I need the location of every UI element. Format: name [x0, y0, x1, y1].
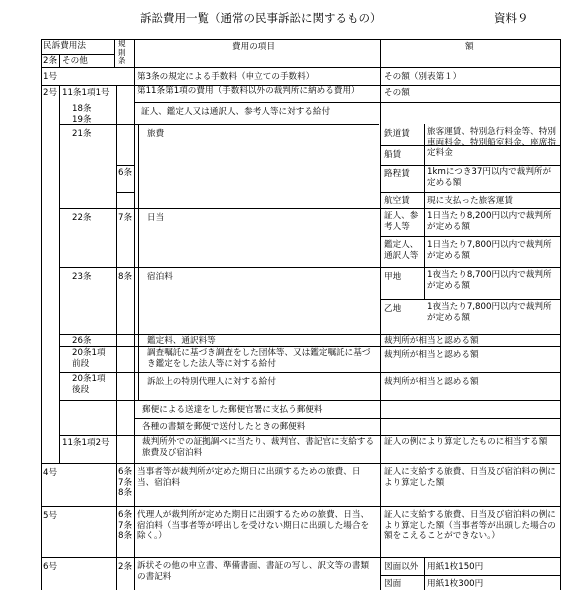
rule — [116, 192, 134, 193]
road-fare-amount: 1kmにつき37円以内で裁判所が定める額 — [427, 167, 552, 188]
article-20-first: 20条1項 前段 — [72, 348, 106, 369]
non-drawing-label: 図面以外 — [384, 562, 419, 572]
mail-documents-item: 各種の書類を郵便で送付したときの郵便料 — [142, 422, 306, 432]
rule — [41, 463, 561, 464]
table-border-right — [560, 39, 561, 590]
rule — [424, 557, 425, 590]
item-5-rules: 6条 7条 8条 — [118, 510, 133, 541]
mail-service-item: 郵便による送達をした郵便官署に支払う郵便料 — [142, 405, 323, 415]
rule — [59, 124, 134, 125]
lodging-item: 宿泊料 — [147, 272, 173, 282]
item-1-number: 1号 — [43, 72, 58, 82]
zone-b-amount: 1夜当たり7,800円以内で裁判所が定める額 — [427, 302, 552, 323]
item-2-amount: その額 — [384, 88, 410, 98]
rule — [41, 54, 114, 55]
rule — [380, 299, 561, 300]
rail-fare-amount: 旅客運賃、特別急行料金等、特別車両料金、特別船室料金、座席指定料金 — [427, 127, 556, 158]
column-header-law: 民訴費用法 — [43, 41, 86, 51]
page-title: 訴訟費用一覧（通常の民事訴訟に関するもの） — [140, 11, 382, 25]
travel-expense-item: 旅費 — [147, 129, 165, 139]
zone-b-label: 乙地 — [384, 304, 402, 314]
rule — [380, 236, 561, 237]
rule — [41, 67, 561, 68]
rule-8: 8条 — [118, 272, 133, 282]
drawing-label: 図面 — [384, 579, 402, 589]
item-1-description: 第3条の規定による手数料（申立ての手数料） — [137, 72, 315, 82]
rule — [41, 557, 561, 558]
road-fare-label: 路程賃 — [384, 169, 410, 179]
item-5-amount: 証人に支給する旅費、日当及び宿泊料の例により算定した額（当事者等が出頭した場合の額をこえることができない。） — [384, 510, 556, 541]
rule — [380, 192, 561, 193]
expert-category-label: 鑑定人、通訳人等 — [384, 240, 419, 261]
ship-fare-label: 船賃 — [384, 150, 402, 160]
article-22: 22条 — [72, 213, 92, 223]
rail-fare-label: 鉄道賃 — [384, 129, 410, 139]
column-header-item: 費用の項目 — [232, 42, 275, 52]
article-2-label: 2条 — [43, 56, 58, 66]
table-border-left — [41, 39, 42, 590]
item-2-description: 第11条第1項の費用（手数料以外の裁判所に納める費用） — [137, 86, 360, 96]
judge-travel-item: 裁判所外での証拠調べに当たり、裁判官、書記官に支給する旅費及び宿泊料 — [142, 437, 375, 458]
air-fare-amount: 現に支払った旅客運賃 — [427, 196, 513, 206]
item-6-description: 訴状その他の申立書、準備書面、書証の写し、訳文等の書類の書記料 — [137, 561, 370, 582]
judge-travel-amount: 証人の例により算定したものに相当する額 — [384, 437, 548, 447]
article-21: 21条 — [72, 129, 92, 139]
rule — [41, 506, 561, 507]
rule — [138, 124, 139, 400]
non-drawing-amount: 用紙1枚150円 — [427, 562, 484, 572]
zone-a-amount: 1夜当たり8,700円以内で裁判所が定める額 — [427, 270, 552, 291]
document-label: 資料９ — [494, 11, 529, 25]
rule — [134, 102, 561, 103]
special-agent-item: 訴訟上の特別代理人に対する給付 — [147, 377, 276, 387]
article-18-19: 18条 19条 — [72, 104, 92, 125]
special-agent-amount: 裁判所が相当と認める額 — [384, 377, 479, 387]
item-6-number: 6号 — [43, 562, 58, 572]
article-20-second: 20条1項 後段 — [72, 374, 106, 395]
commission-payment-amount: 裁判所が相当と認める額 — [384, 350, 479, 360]
drawing-amount: 用紙1枚300円 — [427, 579, 484, 589]
item-4-number: 4号 — [43, 468, 58, 478]
article-26: 26条 — [72, 336, 92, 346]
item-4-rules: 6条 7条 8条 — [118, 467, 133, 498]
rule — [134, 418, 561, 419]
item-6-rule: 2条 — [118, 562, 133, 572]
article-11-2: 11条1項2号 — [62, 438, 110, 448]
rule-6: 6条 — [118, 168, 133, 178]
rule — [116, 85, 117, 590]
witness-category-label: 証人、参考人等 — [384, 211, 419, 232]
zone-a-label: 甲地 — [384, 272, 402, 282]
rule — [134, 39, 135, 590]
commission-payment-item: 調査嘱託に基づき調査をした団体等、又は鑑定嘱託に基づき鑑定をした法人等に対する給付 — [147, 348, 371, 369]
rule — [380, 575, 561, 576]
item-4-description: 当事者等が裁判所が定めた期日に出頭するための旅費、日当、宿泊料 — [137, 467, 361, 488]
witness-payment-item: 証人、鑑定人又は通訳人、参考人等に対する給付 — [141, 107, 331, 117]
column-header-amount: 額 — [465, 42, 474, 52]
item-5-number: 5号 — [43, 511, 58, 521]
rule — [59, 85, 60, 463]
daily-allowance-item: 日当 — [147, 213, 165, 223]
rule — [380, 165, 561, 166]
rule — [114, 39, 115, 67]
expert-daily-amount: 1日当たり7,800円以内で裁判所が定める額 — [427, 240, 552, 261]
item-1-amount: その額（別表第１） — [384, 72, 462, 82]
article-2-other: その他 — [62, 56, 88, 66]
air-fare-label: 航空賃 — [384, 196, 410, 206]
expert-fee-amount: 裁判所が相当と認める額 — [384, 336, 479, 346]
column-header-rule: 規 則 条 — [118, 39, 126, 65]
item-2-number: 2号 — [43, 88, 58, 98]
item-2-article: 11条1項1号 — [62, 88, 110, 98]
expert-fee-item: 鑑定料、通訳料等 — [147, 336, 216, 346]
rule-7: 7条 — [118, 213, 133, 223]
rule — [116, 165, 134, 166]
rule — [424, 124, 425, 299]
article-23: 23条 — [72, 272, 92, 282]
item-5-description: 代理人が裁判所が定めた期日に出頭するための旅費、日当、宿泊料（当事者等が呼出しを受けない期日に出頭した場合を除く。） — [137, 510, 370, 541]
item-4-amount: 証人に支給する旅費、日当及び宿泊料の例により算定した額 — [384, 467, 556, 488]
rule — [59, 54, 60, 67]
witness-daily-amount: 1日当たり8,200円以内で裁判所が定める額 — [427, 211, 552, 232]
rule — [380, 39, 381, 590]
